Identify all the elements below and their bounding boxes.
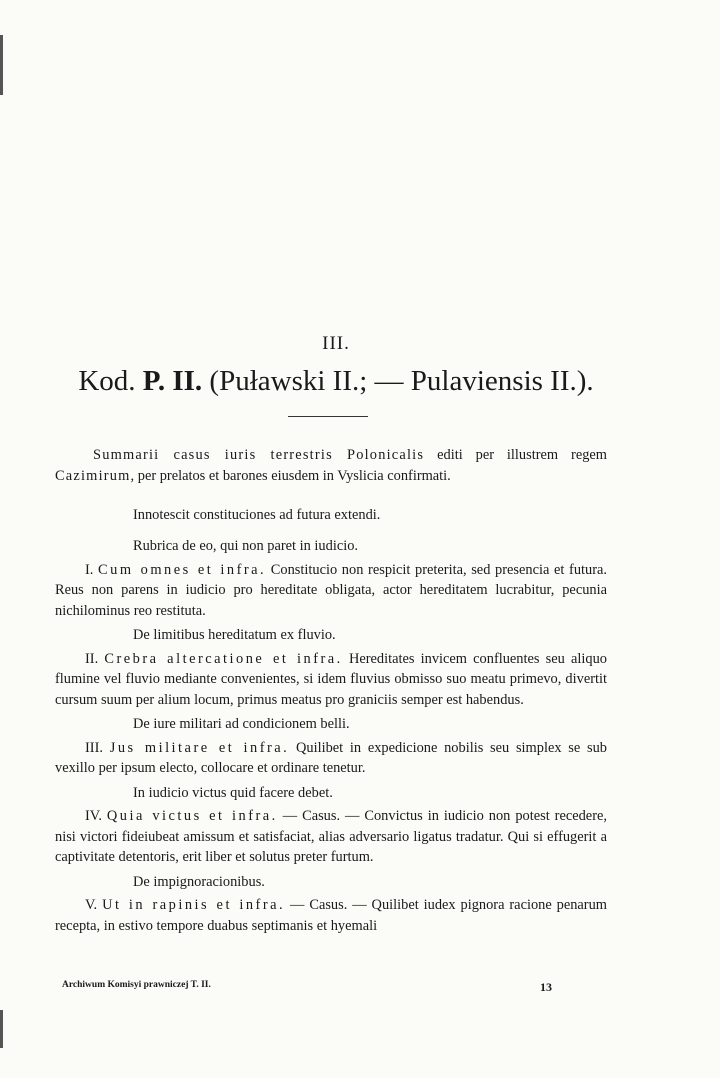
page-title	[0, 365, 672, 398]
scan-edge-mark	[0, 35, 3, 95]
heading-1: Innotescit constituciones ad futura extendi.	[133, 507, 381, 523]
article-2	[55, 649, 607, 711]
title-prefix: Kod.	[78, 365, 136, 397]
article-number: V.	[85, 897, 98, 913]
article-number: I.	[85, 561, 94, 578]
intro-spaced-1: Summarii casus iuris terrestris Polonicalis	[93, 447, 425, 463]
rubric-1: Rubrica de eo, qui non paret in iudicio.	[133, 538, 358, 554]
article-5	[55, 895, 607, 936]
article-body: Constitucio non respicit preterita, sed presencia et futura. Reus non parens in iudicio pro hereditate obligata, actor hereditatem lucrabitur, pecunia nichilominus reo restituta.	[55, 561, 607, 619]
article-number: II.	[85, 650, 99, 667]
section-number: III.	[322, 333, 350, 354]
page-footer	[62, 980, 552, 994]
article-body: — Casus. — Quilibet iudex pignora racione penarum recepta, in estivo tempore duabus septimanis et hyemali	[55, 897, 607, 934]
heading-line	[55, 505, 607, 526]
article-1	[55, 560, 607, 622]
article-incipit: Quia victus et infra.	[106, 808, 278, 824]
article-incipit: Crebra altercatione et infra.	[104, 650, 343, 667]
intro-text-1: editi per illustrem regem	[424, 447, 607, 463]
scan-edge-mark	[0, 1010, 3, 1048]
article-incipit: Ut in rapinis et infra.	[102, 897, 286, 913]
article-incipit: Cum omnes et infra.	[98, 561, 267, 578]
intro-spaced-2: Cazimirum	[55, 467, 131, 484]
rubric-5: De impignoracionibus.	[133, 873, 265, 890]
intro-paragraph	[55, 445, 607, 486]
article-4	[55, 806, 607, 868]
article-body: Hereditates invicem confluentes seu aliquo flumine vel fluvio mediante convenientes, si idem fluvius obmisso suo meatu primevo, divertit cursum suum per alium locum, primus meatus pro graniciis semper est habendus.	[55, 650, 607, 708]
page-number: 13	[540, 980, 552, 994]
article-body: Quilibet in expedicione nobilis seu simplex se sub vexillo per ipsum electo, collocare et ordinare tenetur.	[55, 739, 607, 776]
article-number: IV.	[85, 808, 102, 824]
rubric-3: De iure militari ad condicionem belli.	[133, 716, 350, 732]
rubric-2: De limitibus hereditatum ex fluvio.	[133, 627, 336, 643]
article-body: — Casus. — Convictus in iudicio non potest recedere, nisi victori fideiubeat amissum et satisfaciat, alias adversario ligatus tradatur. Qui si effugerit a captivitate detentoris, erit liber et solutus preter furtum.	[55, 808, 607, 865]
rubric-4: In iudicio victus quid facere debet.	[133, 784, 333, 801]
article-incipit: Jus militare et infra.	[109, 739, 290, 756]
intro-text-2: , per prelatos et barones eiusdem in Vyslicia confirmati.	[130, 467, 451, 484]
article-number: III.	[85, 739, 103, 756]
article-3	[55, 738, 607, 779]
title-rest: (Puławski II.; — Pulaviensis II.).	[209, 365, 594, 397]
title-code: P. II.	[142, 365, 203, 397]
footer-source: Archiwum Komisyi prawniczej T. II.	[62, 980, 211, 990]
articles	[55, 536, 607, 936]
title-divider	[288, 416, 368, 417]
